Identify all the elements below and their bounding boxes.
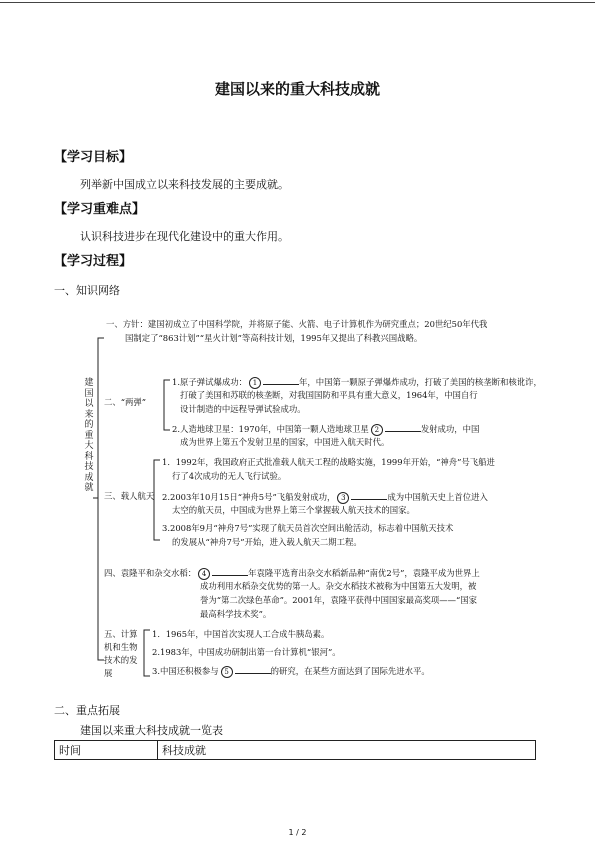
item4-line4: 最高科学技术奖”。 (200, 609, 272, 619)
item2-a3: 设计制造的中远程导弹试验成功。 (180, 404, 306, 414)
table-caption: 建国以来重大科技成就一览表 (80, 724, 223, 737)
goal-text: 列举新中国成立以来科技发展的主要成就。 (80, 178, 289, 191)
key-text: 认识科技进步在现代化建设中的重大作用。 (80, 230, 289, 243)
blank-line-5[interactable] (235, 664, 271, 674)
blank-line-4[interactable] (212, 566, 248, 576)
item2-b1: 2.人造地球卫星：1970年，中国第一颗人造地球卫星 2 发射成功，中国 (172, 424, 480, 434)
item5-a: 1．1965年，中国首次实现人工合成牛胰岛素。 (152, 629, 330, 639)
achievements-table (54, 740, 536, 760)
item3-a2: 行了4次成功的无人飞行试验。 (172, 471, 287, 481)
column-header-time: 时间 (55, 741, 158, 760)
key-heading: 【学习重难点】 (54, 202, 146, 217)
blank-marker-1: 1 (249, 377, 261, 389)
item4-line2: 成功利用水稻杂交优势的第一人。杂交水稻技术被称为中国第五大发明，被 (200, 581, 477, 591)
item5-c: 3.中国还积极参与 5 的研究，在某些方面达到了国际先进水平。 (152, 666, 430, 676)
knowledge-heading: 一、知识网络 (54, 284, 120, 297)
blank-marker-2: 2 (371, 424, 383, 436)
item1-line2: 国制定了“863计划”“星火计划”等高科技计划，1995年又提出了科教兴国战略。 (125, 333, 423, 343)
item4-line1: 四、袁隆平和杂交水稻： 4 年袁隆平选育出杂交水稻新品种“南优2号”，袁隆平成为世界上 (104, 568, 480, 578)
table-header-row (55, 741, 536, 760)
blank-line-1[interactable] (263, 375, 299, 385)
blank-line-3[interactable] (351, 490, 387, 500)
goal-heading: 【学习目标】 (54, 150, 133, 165)
item3-b1: 2.2003年10月15日“神舟5号”飞船发射成功， 3 成为中国航天史上首位进入 (162, 492, 488, 502)
page-title: 建国以来的重大科技成就 (214, 80, 380, 98)
item3-a1: 1．1992年，我国政府正式批准载人航天工程的战略实施，1999年开始，“神舟”号飞船进 (162, 457, 495, 467)
item2-a1: 1.原子弹试爆成功： 1 年，中国第一颗原子弹爆炸成功，打破了美国的核垄断和核讹诈， (172, 377, 542, 387)
item5-label: 五、计算机和生物技术的发展 (104, 629, 138, 678)
page-number: 1 / 2 (288, 828, 307, 837)
item2-b2: 成为世界上第五个发射卫星的国家，中国进入航天时代。 (180, 437, 390, 447)
blank-marker-5: 5 (221, 666, 233, 678)
process-heading: 【学习过程】 (54, 254, 133, 269)
item5-b: 2.1983年，中国成功研制出第一台计算机“银河”。 (152, 647, 341, 657)
item3-label: 三、载人航天 (104, 491, 155, 501)
blank-line-2[interactable] (385, 422, 421, 432)
item2-a2: 打破了美国和苏联的核垄断，对我国国防和平具有重大意义，1964年，中国自行 (180, 390, 478, 400)
knowledge-vertical-label: 建国以来的重大科技成就 (84, 378, 94, 493)
blank-marker-3: 3 (337, 492, 349, 504)
item1-line1: 一、方针：建国初成立了中国科学院，并将原子能、火箭、电子计算机作为研究重点；20世纪50年代我 (106, 319, 488, 329)
blank-marker-4: 4 (198, 568, 210, 580)
column-header-achievement: 科技成就 (158, 741, 536, 760)
extension-heading: 二、重点拓展 (54, 704, 120, 717)
item4-line3: 誉为“第二次绿色革命”。2001年，袁隆平获得中国国家最高奖项——“国家 (200, 595, 478, 605)
item3-b2: 太空的航天员，中国成为世界上第三个掌握载人航天技术的国家。 (172, 505, 415, 515)
item3-c2: 的发展从“神舟7号”开始，进入载人航天二期工程。 (172, 537, 362, 547)
item3-c1: 3.2008年9月“神舟7号”实现了航天员首次空间出舱活动，标志着中国航天技术 (162, 523, 454, 533)
item2-label: 二、“两弹” (104, 397, 147, 407)
